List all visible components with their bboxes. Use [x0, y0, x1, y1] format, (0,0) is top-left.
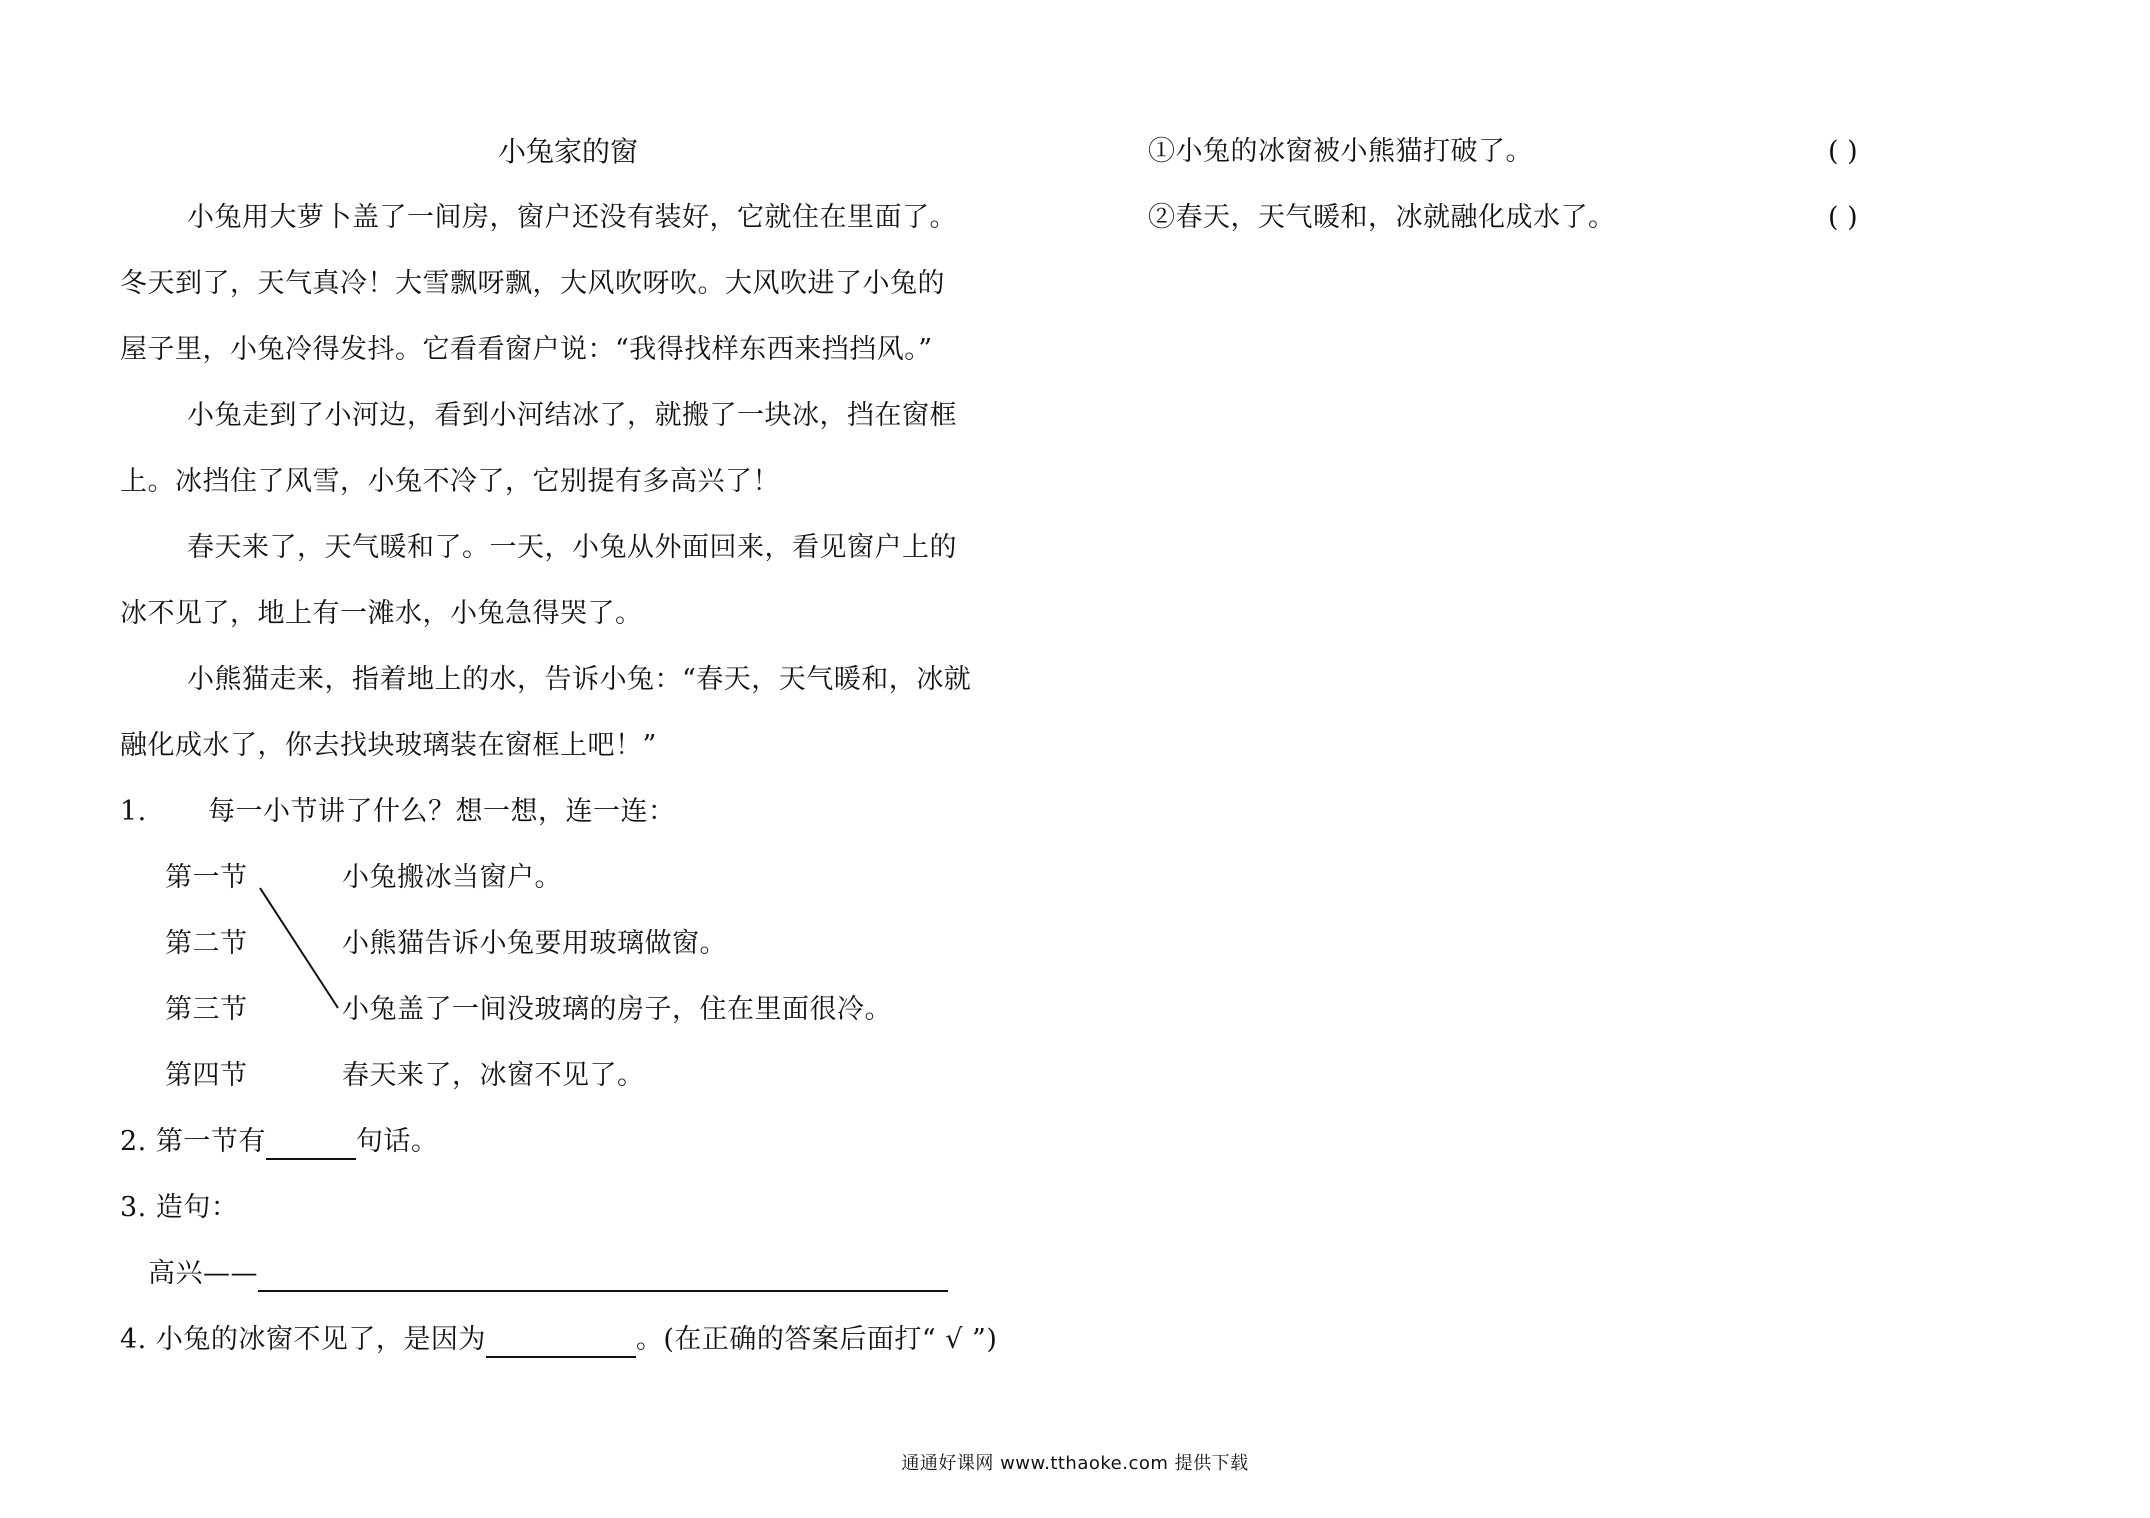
option-2-text: ②春天，天气暖和，冰就融化成水了。	[1148, 202, 1616, 233]
q3-label: 3. 造句：	[120, 1192, 239, 1223]
q1-text: 每一小节讲了什么？想一想，连一连：	[208, 796, 676, 827]
passage-line: 小兔走到了小河边，看到小河结冰了，就搬了一块冰，挡在窗框	[187, 400, 957, 431]
passage-title: 小兔家的窗	[498, 135, 639, 168]
match-answer: 小兔搬冰当窗户。	[342, 862, 562, 893]
q4-text-before: 4. 小兔的冰窗不见了，是因为	[120, 1324, 486, 1355]
passage-line: 小熊猫走来，指着地上的水，告诉小兔：“春天，天气暖和，冰就	[187, 664, 972, 695]
q4-text-after: 。(在正确的答案后面打“ √ ”)	[635, 1324, 998, 1355]
section-label: 第四节	[165, 1060, 248, 1091]
q2	[120, 1124, 438, 1160]
q4-answer-blank[interactable]	[486, 1328, 636, 1358]
passage-line: 融化成水了，你去找块玻璃装在窗框上吧！”	[120, 730, 657, 761]
passage-line: 屋子里，小兔冷得发抖。它看看窗户说：“我得找样东西来挡挡风。”	[120, 334, 933, 365]
q2-text-after: 句话。	[355, 1126, 439, 1157]
match-connector-line	[260, 888, 338, 1008]
match-answer: 春天来了，冰窗不见了。	[342, 1060, 645, 1091]
option-1-text: ①小兔的冰窗被小熊猫打破了。	[1148, 136, 1533, 167]
option-2-check-box[interactable]: ( )	[1828, 202, 1858, 233]
option-1-check-box[interactable]: ( )	[1828, 136, 1858, 167]
q2-text-before: 2. 第一节有	[120, 1126, 266, 1157]
passage-line: 冬天到了，天气真冷！大雪飘呀飘，大风吹呀吹。大风吹进了小兔的	[120, 268, 945, 299]
match-answer: 小熊猫告诉小兔要用玻璃做窗。	[342, 928, 727, 959]
q4	[120, 1322, 997, 1358]
passage-line: 上。冰挡住了风雪，小兔不冷了，它别提有多高兴了！	[120, 466, 780, 497]
q1-number: 1.	[120, 796, 147, 827]
q3-sentence-blank[interactable]	[258, 1262, 948, 1292]
passage-line: 春天来了，天气暖和了。一天，小兔从外面回来，看见窗户上的	[187, 532, 957, 563]
q2-answer-blank[interactable]	[266, 1130, 356, 1160]
footer-credit: 通通好课网 www.tthaoke.com 提供下载	[901, 1453, 1249, 1474]
section-label: 第二节	[165, 928, 248, 959]
match-answer: 小兔盖了一间没玻璃的房子，住在里面很冷。	[342, 994, 892, 1025]
passage-line: 小兔用大萝卜盖了一间房，窗户还没有装好，它就住在里面了。	[187, 202, 957, 233]
q3-word: 高兴——	[148, 1258, 258, 1289]
q3-line	[148, 1256, 948, 1292]
passage-line: 冰不见了，地上有一滩水，小兔急得哭了。	[120, 598, 643, 629]
section-label: 第一节	[165, 862, 248, 893]
section-label: 第三节	[165, 994, 248, 1025]
